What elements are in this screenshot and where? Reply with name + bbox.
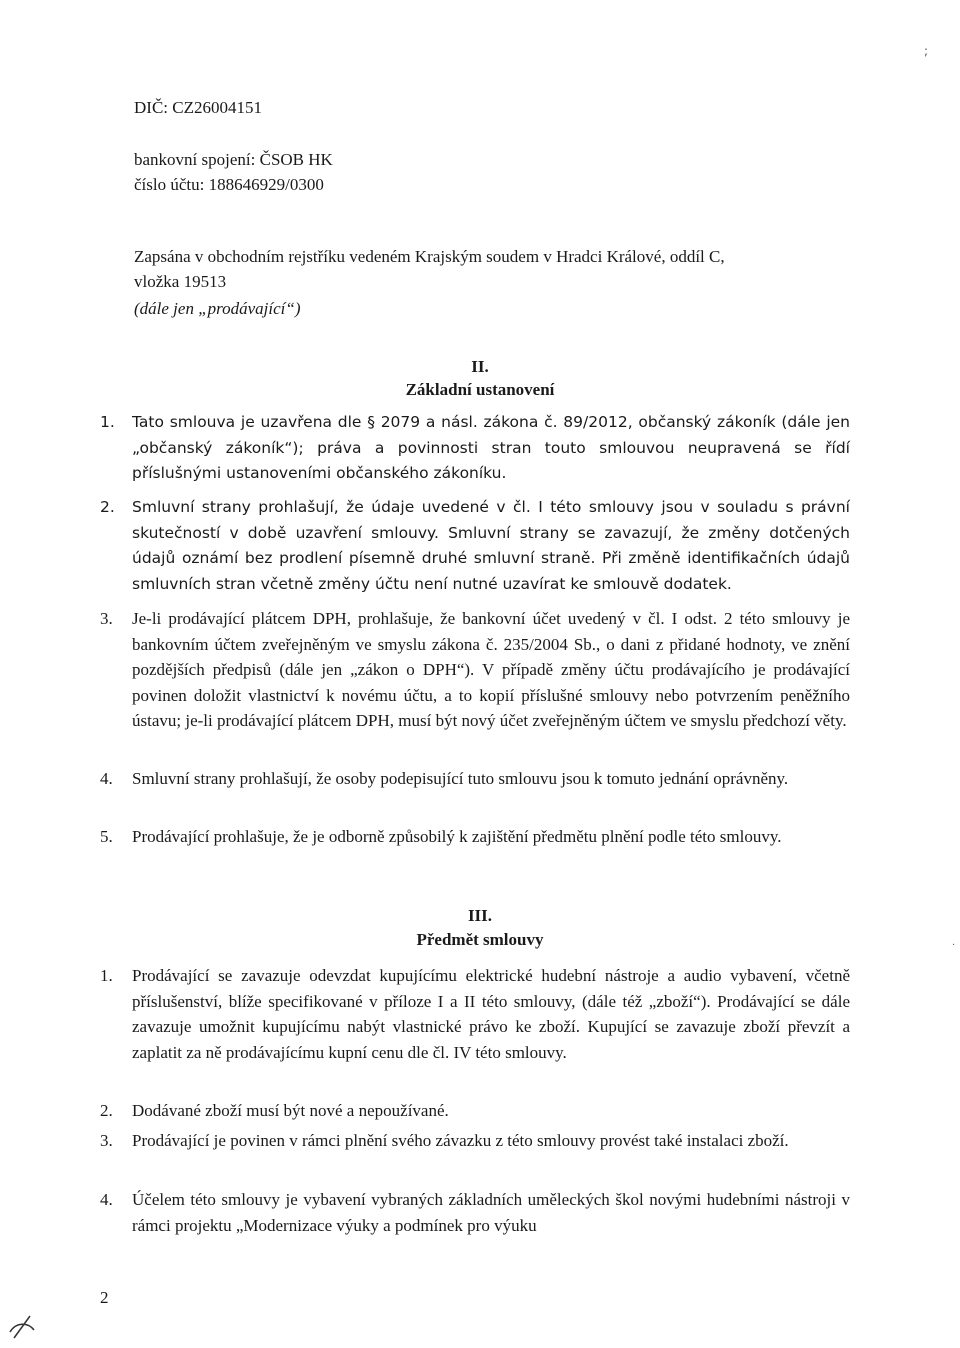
section-2-item-3: [100, 606, 850, 734]
item-number: 4.: [100, 769, 113, 788]
item-number: 3.: [100, 609, 113, 628]
item-text: Prodávající se zavazuje odevzdat kupujícímu elektrické hudební nástroje a audio vybavení, včetně příslušenství, blíže specifikované v příloze I a II této smlouvy, (dále též „zboží“). Prodávající se dále zavazuje umožnit kupujícímu nabýt vlastnické právo ke zboží. Kupující se zavazuje zboží převzít a zaplatit za ně prodávajícímu kupní cenu dle čl. IV této smlouvy.: [132, 966, 850, 1062]
registry-line-1: Zapsána v obchodním rejstříku vedeném Krajským soudem v Hradci Králové, oddíl C,: [134, 247, 725, 266]
seller-alias: (dále jen „prodávající“): [134, 299, 301, 318]
page-number: 2: [100, 1288, 109, 1307]
item-text: Je-li prodávající plátcem DPH, prohlašuje, že bankovní účet uvedený v čl. I odst. 2 této smlouvy je bankovním účtem zveřejněným ve smyslu zákona č. 235/2004 Sb., o dani z přidané hodnoty, ve znění pozdějších předpisů (dále jen „zákon o DPH“). V případě změny účtu prodávajícího je prodávající povinen doložit vlastnictví k novému účtu, a to kopií příslušné smlouvy nebo potvrzením peněžního ústavu; je-li prodávající plátcem DPH, musí být nový účet zveřejněným účtem ve smyslu předchozí věty.: [132, 609, 850, 730]
item-number: 1.: [100, 413, 115, 431]
section-2-item-1: [100, 410, 850, 487]
section-2-numeral: II.: [471, 357, 489, 376]
section-2-item-5: [100, 824, 850, 850]
item-text: Účelem této smlouvy je vybavení vybraných základních uměleckých škol novými hudebními nástroji v rámci projektu „Modernizace výuky a podmínek pro výuku: [132, 1190, 850, 1235]
item-text: Dodávané zboží musí být nové a nepoužívané.: [132, 1101, 449, 1120]
scan-mark: ·: [952, 940, 956, 951]
item-text: Smluvní strany prohlašují, že osoby podepisující tuto smlouvu jsou k tomuto jednání oprávněny.: [132, 769, 789, 788]
item-number: 5.: [100, 827, 113, 846]
section-2-item-4: [100, 766, 850, 792]
item-text: Prodávající prohlašuje, že je odborně způsobilý k zajištění předmětu plnění podle této smlouvy.: [132, 827, 782, 846]
item-number: 2.: [100, 498, 115, 516]
item-number: 4.: [100, 1190, 113, 1209]
item-text: Smluvní strany prohlašují, že údaje uvedené v čl. I této smlouvy jsou v souladu s právní skutečností v době uzavření smlouvy. Smluvní strany se zavazují, že změny dotčených údajů oznámí bez prodlení písemně druhé smluvní straně. Při změně identifikačních údajů smluvních stran včetně změny účtu není nutné uzavírat ke smlouvě dodatek.: [132, 498, 850, 593]
section-3-title: Předmět smlouvy: [416, 930, 544, 949]
section-2-item-2: [100, 495, 850, 597]
section-3-numeral: III.: [467, 906, 493, 925]
initials-mark-icon: [6, 1310, 40, 1344]
section-3-item-1: [100, 963, 850, 1065]
item-text: Prodávající je povinen v rámci plnění svého závazku z této smlouvy provést také instalaci zboží.: [132, 1131, 789, 1150]
bank-connection: bankovní spojení: ČSOB HK: [134, 150, 333, 169]
section-3-item-4: [100, 1187, 850, 1238]
section-3-item-2: [100, 1098, 850, 1124]
scan-mark: ;: [924, 44, 929, 58]
section-3-item-3: [100, 1128, 850, 1154]
item-number: 2.: [100, 1101, 113, 1120]
item-number: 3.: [100, 1131, 113, 1150]
item-number: 1.: [100, 966, 113, 985]
tax-id: DIČ: CZ26004151: [134, 98, 262, 117]
account-number: číslo účtu: 188646929/0300: [134, 175, 324, 194]
section-2-title: Základní ustanovení: [405, 380, 555, 399]
item-text: Tato smlouva je uzavřena dle § 2079 a násl. zákona č. 89/2012, občanský zákoník (dále jen „občanský zákoník“); práva a povinnosti stran touto smlouvou neupravená se řídí příslušnými ustanoveními občanského zákoníku.: [132, 413, 850, 482]
registry-line-2: vložka 19513: [134, 272, 227, 291]
